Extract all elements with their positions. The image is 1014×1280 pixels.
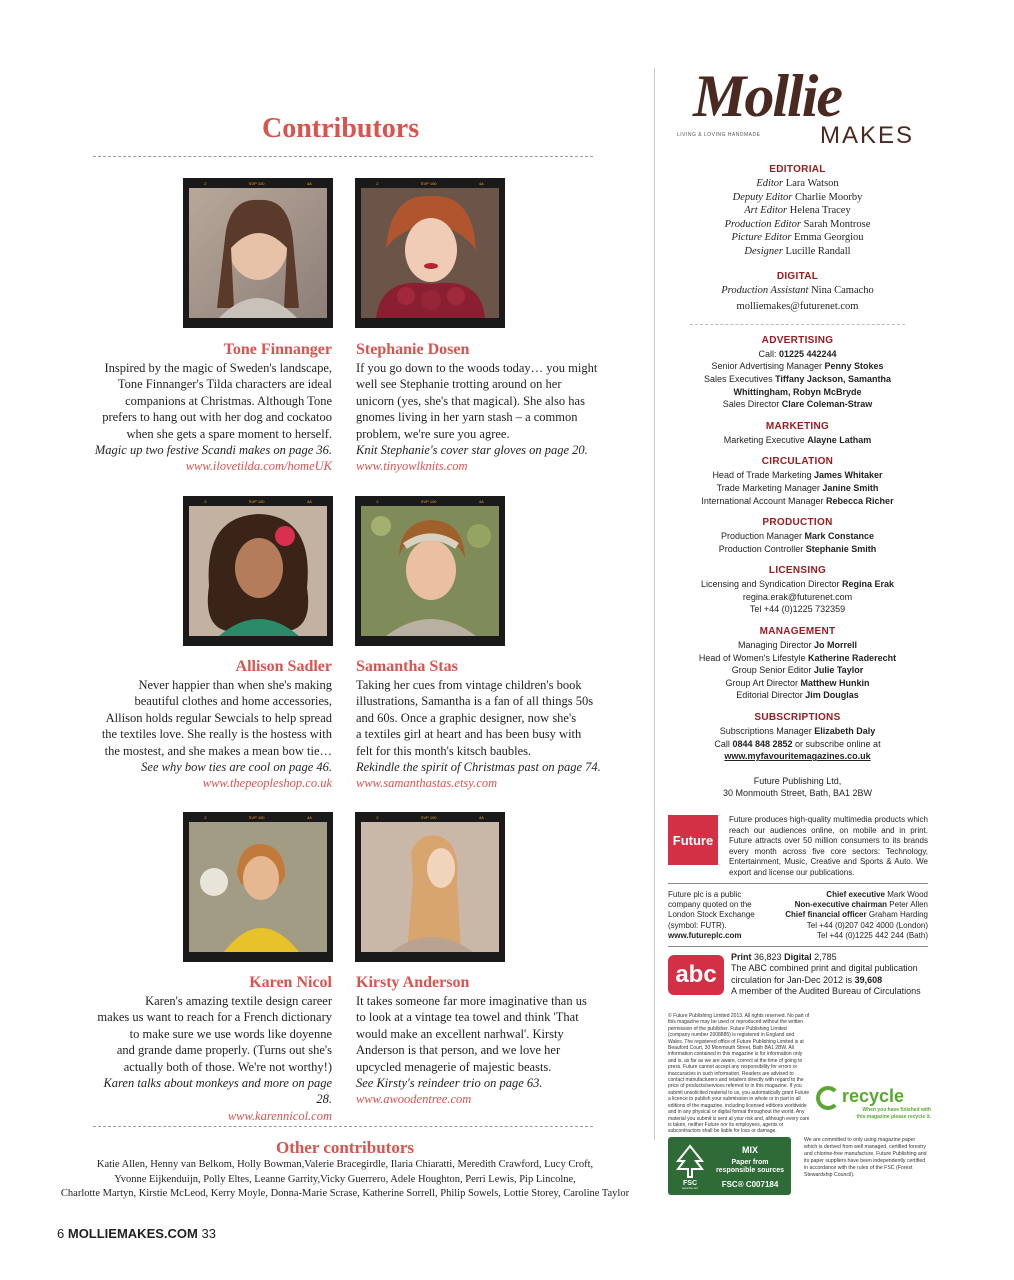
section-head: MARKETING [765,420,830,432]
fsc-tree-icon [674,1143,706,1189]
section-head: EDITORIAL [769,164,826,175]
abc-logo: abc [668,955,724,995]
other-contributors-title: Other contributors [275,1138,415,1157]
digital-email[interactable]: molliemakes@futurenet.com [736,301,859,313]
section-head: SUBSCRIPTIONS [754,712,841,724]
contributor-url[interactable]: www.ilovetilda.com/homeUK [185,459,332,474]
masthead-editorial: EDITORIAL Editor Lara Watson Deputy Editor Charlie Moorby Art Editor Helena Tracey Production Editor Sarah Montrose Picture Editor Emma Georgiou Designer Lucille Randall DIGITAL Production Assistant Nina Camacho molliemakes@futurenet.com ADVERTISING Call: 01225 442244 Senior Advertising Manager Penny Stokes Sales Executives Tiffany Jackson, Samantha Whittingham, Robyn McBryde Sales Director Clare Coleman-Straw MARKETING Marketing Executive Alayne Latham CIRCULATION Head of Trade Marketing James Whitaker Trade Marketing Manager Janine Smith International Account Manager Rebecca Richer PRODUCTION Production Manager Mark Constance Production Controller Stephanie Smith LICENSING Licensing and Syndication Director Regina Erak regina.erak@futurenet.com Tel +44 (0)1225 732359 MANAGEMENT Managing Director Jo Morrell Head of Women's Lifestyle Katherine Raderecht Group Senior Editor Julie Taylor Group Art Director Matthew Hunkin Editorial Director Jim Douglas SUBSCRIPTIONS Subscriptions Manager Elizabeth Daly Call 0844 848 2852 or subscribe online at www.myfavouritemagazines.co.uk Future Publishing Ltd, 30 Monmouth Street, Bath, BA1 2BW [690,154,905,800]
contributor-cta: See why bow ties are cool on page 46. [141,760,332,775]
photo-tone-finnanger: 2 SVP 100 4A [183,178,333,328]
fsc-statement: We are committed to only using magazine paper which is derived from well managed, certified forestry and chlorine-free manufacture. Future Publishing and its paper suppliers have been independently certified in accordance with the rules of the FSC (Forest Stewardship Council). [804,1137,927,1178]
column-divider [654,68,655,1140]
contributor-name-samantha: Samantha Stas [356,658,458,675]
title-divider [93,156,593,157]
plc-officers: Chief executive Mark Wood Non-executive chairman Peter Allen Chief financial officer Graham Harding Tel +44 (0)207 042 4000 (London) Tel +44 (0)1225 442 244 (Bath) [785,890,928,940]
future-blurb: Future produces high-quality multimedia products which reach our audiences online, on mobile and in print. Future attracts over 50 million consumers to its brands every month across five core sectors: Technology, Entertainment, Music, Creative and Sports & Auto. We export and license our publications. [729,815,928,877]
plc-site-link[interactable]: www.futureplc.com [668,930,742,940]
contributor-cta: See Kirsty's reindeer trio on page 63. [356,1076,543,1091]
page-title: Contributors [262,113,420,144]
photo-karen-nicol: 2 SVP 100 4A [183,812,333,962]
recycle-logo: recycle When you have finished with this magazine please recycle it. [816,1086,931,1120]
contributor-name-allison: Allison Sadler [235,658,332,675]
contributor-url[interactable]: www.karennicol.com [227,1108,332,1123]
contributor-bio-samantha: Taking her cues from vintage children's book illustrations, Samantha is a fan of all things 50s and 60s. Once a graphic designer, now she's a textiles girl at heart and has been busy with felt for this month's kitsch baubles. Rekindle the spirit of Christmas past on page 74. www.samanthastas.etsy.com [356,678,601,791]
contributor-name-tone: Tone Finnanger [223,341,332,358]
contributor-cta: Knit Stephanie's cover star gloves on page 20. [356,443,588,458]
contributor-url[interactable]: www.awoodentree.com [356,1092,472,1107]
svg-text:FSC: FSC [683,1180,697,1187]
contributor-name-karen: Karen Nicol [249,974,332,991]
plc-info: Future plc is a public company quoted on the London Stock Exchange (symbol: FUTR). www.futureplc.com [668,890,778,941]
contributor-bio-kirsty: It takes someone far more imaginative than us to look at a vintage tea towel and think 'That would make an excellent narhwal'. Kirsty Anderson is that person, and we love her upcycled menagerie of majestic beasts. See Kirsty's reindeer trio on page 63. www.awoodentree.com [356,993,601,1108]
contributor-cta: Magic up two festive Scandi makes on page 36. [94,443,332,458]
page-folio [57,1226,216,1241]
contributor-bio-stephanie: If you go down to the woods today… you might well see Stephanie trotting around on her unicorn (yes, she's that magical). She also has gnomes living in her yarn stash – a common problem, we're sure you agree. Knit Stephanie's cover star gloves on page 20. www.tinyowlknits.com [356,360,601,475]
other-divider [93,1126,593,1127]
future-logo: Future [668,815,718,865]
contributor-bio-tone: Inspired by the magic of Sweden's landscape, Tone Finnanger's Tilda characters are ideal companions at Christmas. Although Tone prefers to hang out with her dog and cockatoo when she gets a spare moment to herself. Magic up two festive Scandi makes on page 36. www.ilovetilda.com/homeUK [87,360,332,475]
fsc-badge: FSC www.fsc.org MIX Paper from responsible sources FSC® C007184 [668,1137,791,1195]
licensing-email[interactable]: regina.erak@futurenet.com [742,591,853,602]
contributor-name-kirsty: Kirsty Anderson [356,974,470,991]
section-head: CIRCULATION [761,456,834,468]
contributor-bio-karen: Karen's amazing textile design career makes us want to reach for a French dictionary to make sure we use words like doyenne and grande dame properly. (Turns out she's actually both of those. We're not worthy!) Karen talks about monkeys and more on page 28. www.karennicol.com [87,993,332,1124]
photo-allison-sadler: 2 SVP 100 4A [183,496,333,646]
folio-page-number: 6 [57,1226,65,1241]
svg-text:www.fsc.org: www.fsc.org [681,1186,699,1189]
contributor-url[interactable]: www.tinyowlknits.com [356,459,468,474]
photo-samantha-stas: 2 SVP 100 4A [355,496,505,646]
divider [668,946,928,947]
subscribe-link[interactable]: www.myfavouritemagazines.co.uk [724,751,871,762]
abc-circulation: Print 36,823 Digital 2,785 The ABC combined print and digital publication circulation for Jan-Dec 2012 is 39,608 A member of the Audited Bureau of Circulations [731,952,921,997]
contributor-bio-allison: Never happier than when she's making beautiful clothes and home accessories, Allison holds regular Sewcials to help spread the textiles love. She really is the hostess with the mostest, and she makes a mean bow tie… See why bow ties are cool on page 46. www.thepeopleshop.co.uk [87,677,332,792]
photo-kirsty-anderson: 2 SVP 100 4A [355,812,505,962]
mollie-makes-logo: Mollie MAKES LIVING & LOVING HANDMADE [677,63,915,149]
contributor-cta: Rekindle the spirit of Christmas past on page 74. [356,760,601,775]
section-head: DIGITAL [776,270,819,282]
section-head: PRODUCTION [762,517,833,529]
copyright-notice: © Future Publishing Limited 2013. All rights reserved. No part of this magazine may be used or reproduced without the written permission of the publisher. Future Publishing Limited (company number 2008885) is registered in England and Wales. The registered office of Future Publishing Limited is at Beauford Court, 30 Monmouth Street, Bath BA1 2BW. All information contained in this magazine is for information only and is, as far as we are aware, correct at the time of going to press. Future cannot accept any responsibility for errors or inaccuracies in such information. Readers are advised to contact manufacturers and retailers directly with regard to the price of products/services referred to in this magazine. If you submit unsolicited material to us, you automatically grant Future a licence to publish your submission in whole or in part in all editions of the magazine, including licensed editions worldwide and in any physical or digital format throughout the world. Any material you submit is sent at your risk and, although every care is taken, neither Future nor its employees, agents or subcontractors shall be liable for loss or damage. [668,1013,810,1135]
contributor-url[interactable]: www.thepeopleshop.co.uk [202,776,332,791]
other-contributors-list: Katie Allen, Henny van Belkom, Holly Bowman,Valerie Bracegirdle, Ilaria Chiaratti, Meredith Crawford, Lucy Croft, Yvonne Eijkenduijn, Polly Eltes, Leanne Garrity,Vicky Guerrero, Adele Houghton, Perri Lewis, Pip Lincolne, Charlotte Martyn, Kirstie McLeod, Kerry Moyle, Donna-Marie Scrase, Katherine Sorrell, Philip Sowels, Lottie Storey, Caroline Taylor [60,1159,630,1199]
photo-stephanie-dosen: 2 SVP 100 4A [355,178,505,328]
section-head: ADVERTISING [761,334,834,346]
recycle-icon [816,1086,840,1110]
contributor-url[interactable]: www.samanthastas.etsy.com [356,776,498,791]
folio-site: MOLLIEMAKES.COM [67,1226,198,1241]
contributor-name-stephanie: Stephanie Dosen [356,341,470,358]
contributor-cta: Karen talks about monkeys and more on page 28. [103,1076,332,1107]
section-head: MANAGEMENT [759,626,836,638]
section-head: LICENSING [768,565,827,577]
folio-issue: 33 [201,1226,216,1241]
divider [668,883,928,884]
